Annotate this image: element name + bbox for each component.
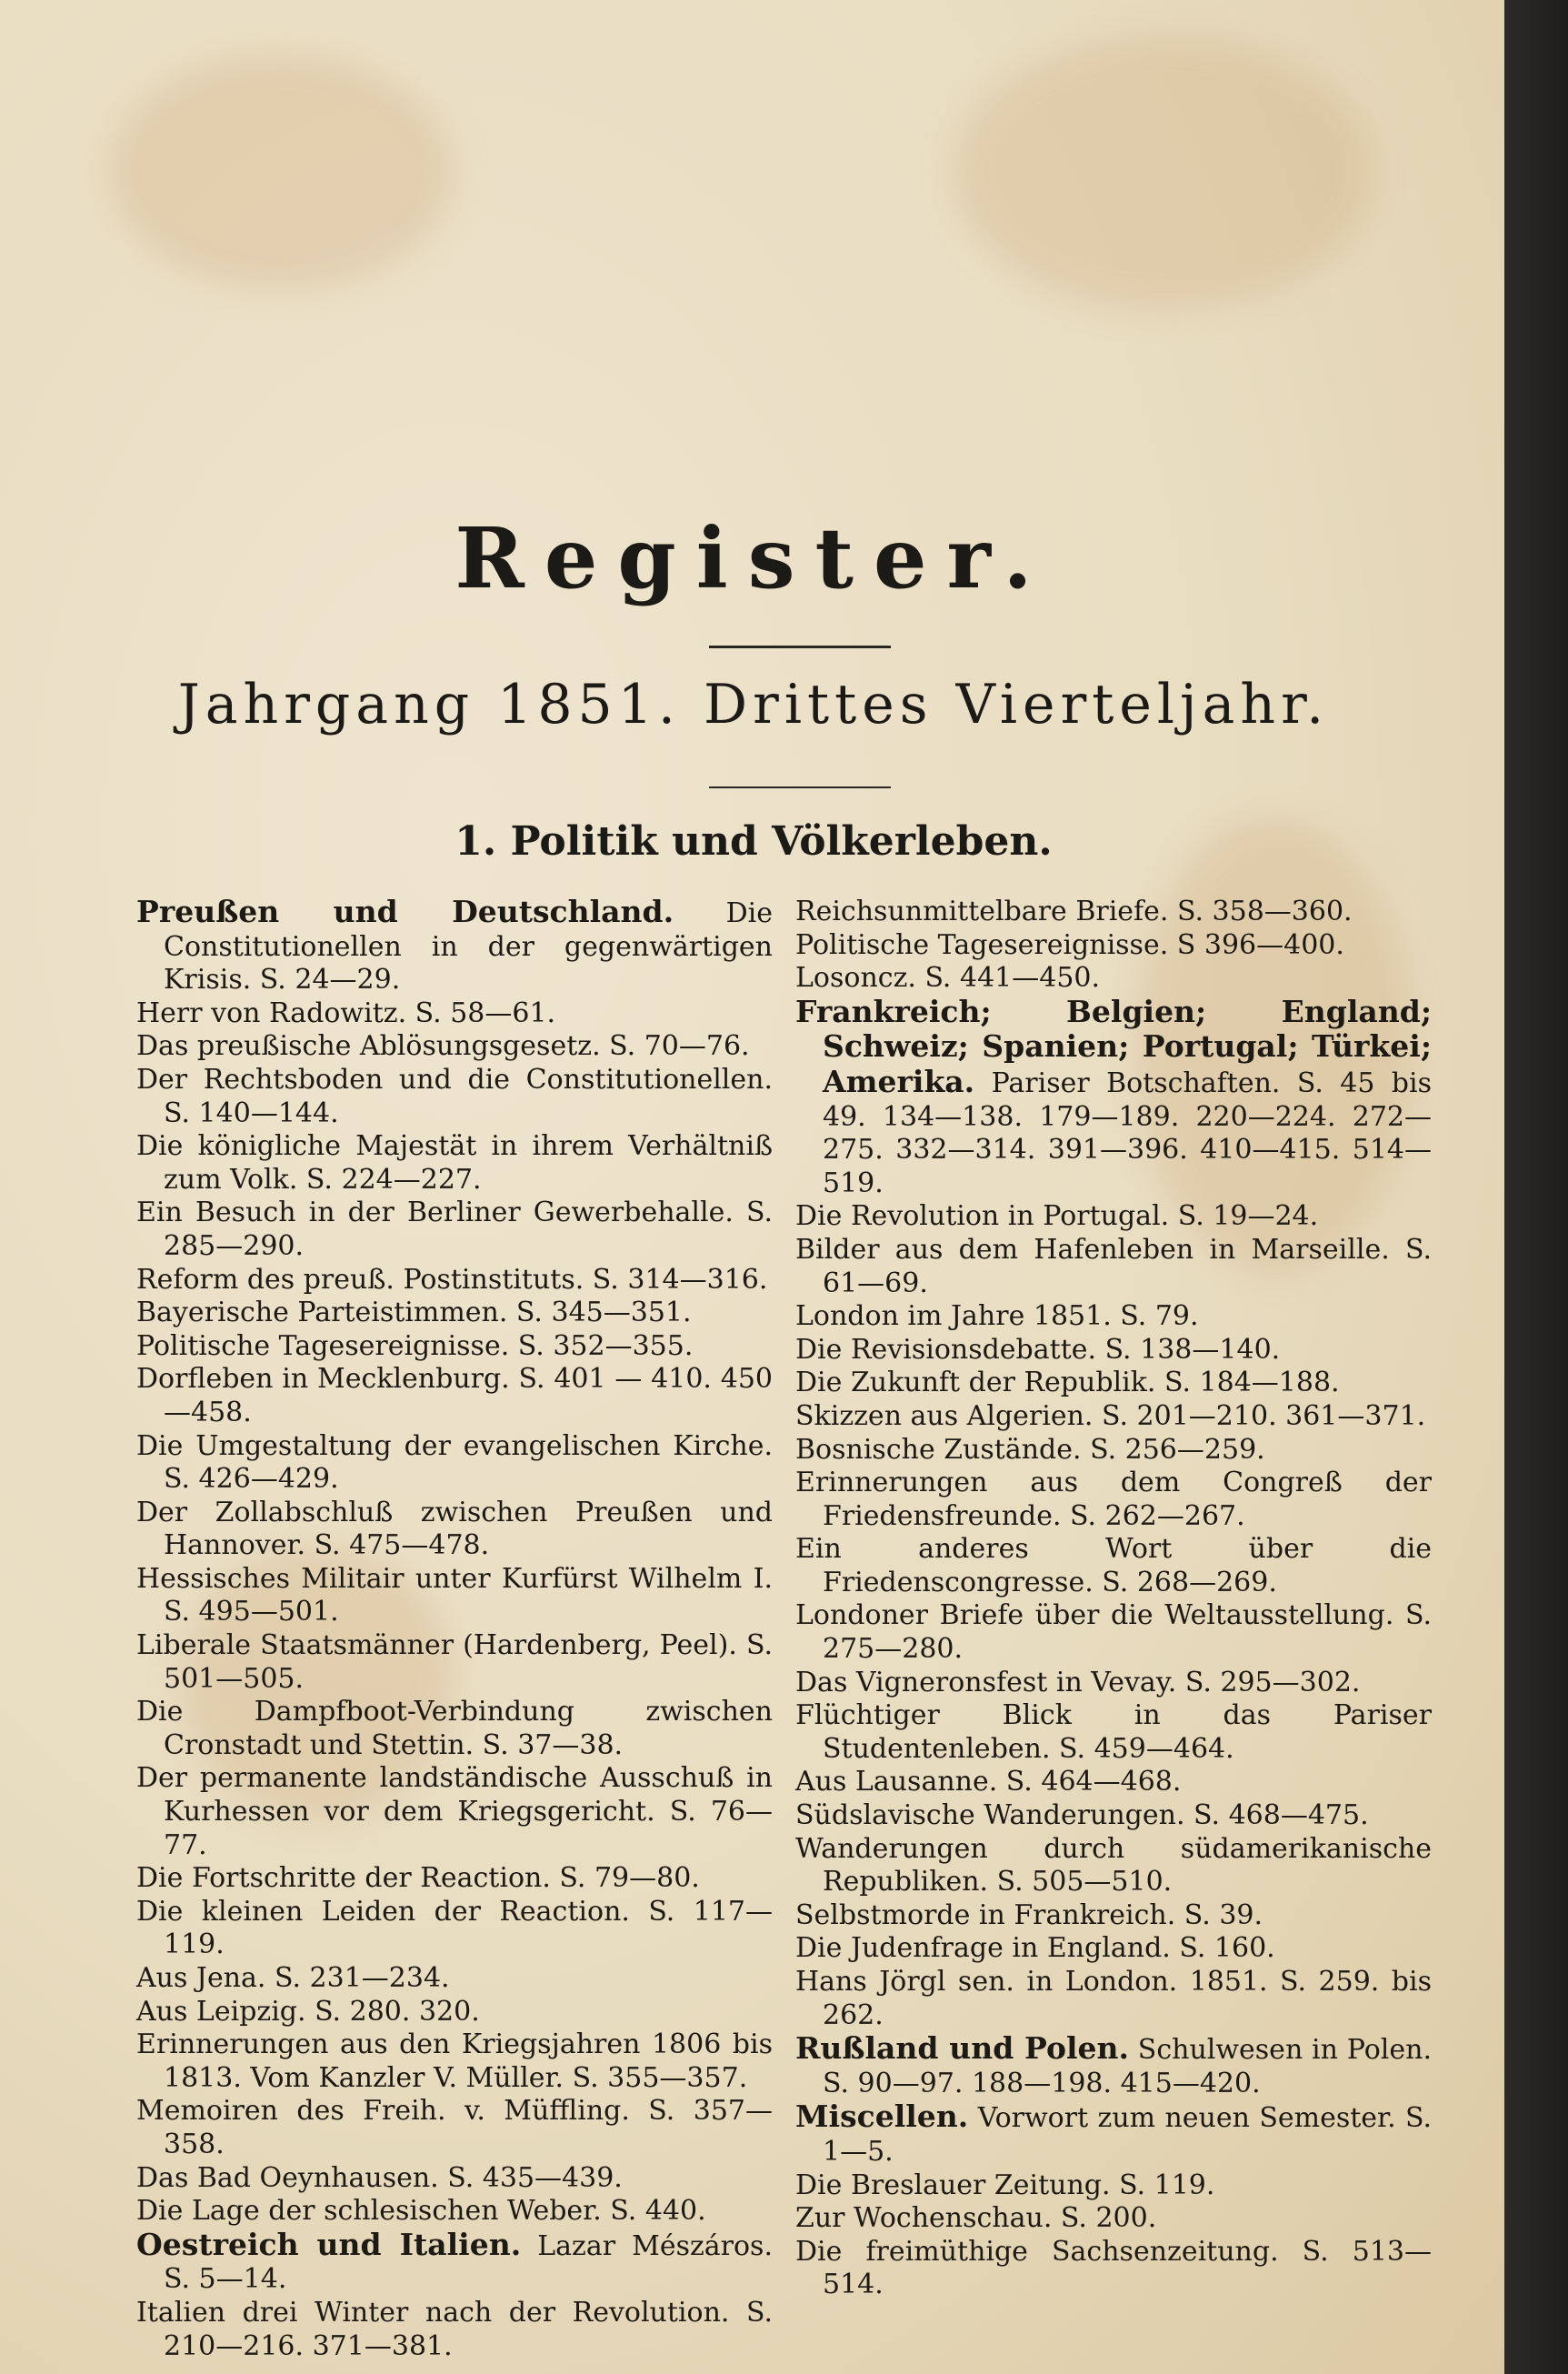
index-entry (795, 1200, 1432, 1234)
index-entry (136, 1696, 773, 1762)
index-entry (136, 2162, 773, 2196)
index-entry (136, 1330, 773, 1364)
index-entry (795, 1334, 1432, 1367)
entry-text: Zur Wochenschau. S. 200. (795, 2202, 1157, 2235)
entry-text: Die königliche Majestät in ihrem Verhältniß zum Volk. S. 224—227. (136, 1130, 773, 1196)
entry-text: Ein anderes Wort über die Friedenscongresse. S. 268—269. (795, 1533, 1432, 1598)
index-entry (795, 896, 1432, 929)
index-entry (795, 2236, 1432, 2302)
index-entry (795, 2202, 1432, 2236)
entry-text: Die Dampfboot-Verbindung zwischen Cronstadt und Stettin. S. 37—38. (136, 1696, 773, 1761)
index-entry (136, 1629, 773, 1696)
index-column-left (136, 896, 773, 2363)
index-entry (795, 1766, 1432, 1799)
page-edge-shadow (1504, 0, 1568, 2374)
entry-text: Selbstmorde in Frankreich. S. 39. (795, 1898, 1263, 1931)
entry-text: Die Judenfrage in England. S. 160. (795, 1932, 1275, 1965)
entry-heading: Oestreich und Italien. (136, 2226, 522, 2262)
entry-text: Dorfleben in Mecklenburg. S. 401 — 410. 450—458. (136, 1363, 773, 1428)
index-entry (136, 896, 773, 997)
index-entry (136, 2028, 773, 2095)
index-entry (795, 993, 1432, 1201)
entry-text: Reform des preuß. Postinstituts. S. 314—316. (136, 1263, 768, 1296)
entry-text: Das preußische Ablösungsgesetz. S. 70—76. (136, 1030, 750, 1063)
entry-text: Hessisches Militair unter Kurfürst Wilhelm I. S. 495—501. (136, 1562, 773, 1628)
entry-text: Flüchtiger Blick in das Pariser Studentenleben. S. 459—464. (795, 1699, 1432, 1765)
index-entry (795, 2169, 1432, 2203)
index-entry (136, 1064, 773, 1130)
entry-text: Der Rechtsboden und die Constitutionellen. S. 140—144. (136, 1063, 773, 1129)
index-entry (136, 997, 773, 1031)
index-column-right (795, 896, 1432, 2302)
index-entry (136, 2095, 773, 2161)
entry-text: Pariser Botschaften. S. 45 bis 49. 134—138. 179—189. 220—224. 272—275. 332—314. 391—396. 410—415. 514—519. (823, 1067, 1432, 1199)
entry-text: Herr von Radowitz. S. 58—61. (136, 997, 556, 1029)
entry-text: Der permanente landständische Ausschuß in Kurhessen vor dem Kriegsgericht. S. 76—77. (136, 1762, 773, 1861)
entry-text: Erinnerungen aus den Kriegsjahren 1806 bis 1813. Vom Kanzler V. Müller. S. 355—357. (136, 2028, 773, 2094)
entry-text: Die Zukunft der Republik. S. 184—188. (795, 1367, 1340, 1399)
index-entry (795, 2032, 1432, 2100)
index-entry (795, 1234, 1432, 1300)
index-entry (136, 2297, 773, 2363)
index-entry (795, 1467, 1432, 1533)
index-entry (795, 1300, 1432, 1334)
index-entry (795, 2100, 1432, 2169)
entry-text: Erinnerungen aus dem Congreß der Friedensfreunde. S. 262—267. (795, 1467, 1432, 1532)
entry-text: Die Umgestaltung der evangelischen Kirche. S. 426—429. (136, 1429, 773, 1496)
index-entry (795, 1599, 1432, 1666)
entry-text: Aus Leipzig. S. 280. 320. (136, 1995, 480, 2028)
entry-text: Italien drei Winter nach der Revolution. S. 210—216. 371—381. (136, 2296, 773, 2362)
index-entry (136, 1030, 773, 1064)
entry-text: Politische Tagesereignisse. S. 352—355. (136, 1329, 694, 1362)
register-title: Register. (454, 509, 1053, 607)
entry-text: Die Revolution in Portugal. S. 19—24. (795, 1200, 1319, 1233)
entry-text: Das Bad Oeynhausen. S. 435—439. (136, 2161, 623, 2194)
entry-text: Südslavische Wanderungen. S. 468—475. (795, 1799, 1369, 1832)
index-entry (136, 1363, 773, 1429)
entry-text: Reichsunmittelbare Briefe. S. 358—360. (795, 896, 1353, 927)
entry-text: Die Lage der schlesischen Weber. S. 440. (136, 2195, 706, 2228)
index-entry (136, 1862, 773, 1896)
index-entry (795, 1899, 1432, 1933)
index-entry (136, 1430, 773, 1497)
entry-text: London im Jahre 1851. S. 79. (795, 1300, 1199, 1333)
index-entry (136, 1130, 773, 1197)
entry-text: Ein Besuch in der Berliner Gewerbehalle. S. 285—290. (136, 1197, 773, 1262)
entry-text: Politische Tagesereignisse. S 396—400. (795, 928, 1344, 961)
entry-text: Aus Lausanne. S. 464—468. (795, 1766, 1182, 1798)
section-heading: 1. Politik und Völkerleben. (454, 818, 1053, 865)
index-entry (136, 1762, 773, 1862)
entry-text: Losoncz. S. 441—450. (795, 962, 1101, 995)
entry-text: Bilder aus dem Hafenleben in Marseille. S. 61—69. (795, 1233, 1432, 1299)
paper-stain (109, 55, 454, 291)
index-entry (795, 1367, 1432, 1400)
entry-text: Liberale Staatsmänner (Hardenberg, Peel). S. 501—505. (136, 1629, 773, 1695)
index-entry (136, 1264, 773, 1297)
entry-text: Die Revisionsdebatte. S. 138—140. (795, 1333, 1281, 1366)
entry-text: Aus Jena. S. 231—234. (136, 1962, 450, 1994)
entry-text: Bosnische Zustände. S. 256—259. (795, 1433, 1265, 1466)
index-entry (795, 1966, 1432, 2032)
entry-text: Wanderungen durch südamerikanische Republiken. S. 505—510. (795, 1832, 1432, 1898)
entry-heading: Rußland und Polen. (795, 2030, 1129, 2067)
entry-heading: Miscellen. (795, 2099, 969, 2135)
entry-heading: Frankreich; Belgien; England; Schweiz; Spanien; Portugal; Türkei; Amerika. (795, 993, 1432, 1099)
entry-text: Der Zollabschluß zwischen Preußen und Hannover. S. 475—478. (136, 1496, 773, 1562)
index-entry (136, 1563, 773, 1629)
index-entry (795, 1833, 1432, 1899)
index-entry (795, 1699, 1432, 1766)
index-entry (136, 1996, 773, 2029)
index-entry (795, 1400, 1432, 1434)
index-entry (795, 929, 1432, 963)
entry-text: Die freimüthige Sachsenzeitung. S. 513—514. (795, 2235, 1432, 2301)
volume-subtitle: Jahrgang 1851. Drittes Vierteljahr. (177, 673, 1330, 736)
entry-text: Hans Jörgl sen. in London. 1851. S. 259. bis 262. (795, 1966, 1432, 2031)
index-entry (136, 1197, 773, 1263)
index-entry (795, 1667, 1432, 1700)
entry-text: Schulwesen in Polen. S. 90—97. 188—198. 415—420. (823, 2034, 1432, 2099)
entry-text: Skizzen aus Algerien. S. 201—210. 361—371. (795, 1399, 1426, 1432)
index-entry (136, 1297, 773, 1330)
entry-text: Die Constitutionellen in der gegenwärtigen Krisis. S. 24—29. (164, 897, 773, 997)
index-entry (136, 1896, 773, 1962)
index-entry (136, 2226, 773, 2297)
entry-text: Vorwort zum neuen Semester. S. 1—5. (823, 2102, 1433, 2168)
index-entry (795, 1434, 1432, 1467)
entry-text: Die Fortschritte der Reaction. S. 79—80. (136, 1862, 700, 1895)
index-entry (795, 962, 1432, 996)
entry-text: Lazar Mészáros. S. 5—14. (164, 2229, 773, 2296)
entry-text: Das Vigneronsfest in Vevay. S. 295—302. (795, 1666, 1361, 1698)
index-entry (795, 1932, 1432, 1966)
entry-text: Die Breslauer Zeitung. S. 119. (795, 2169, 1215, 2201)
subtitle-rule (709, 786, 891, 788)
entry-text: Die kleinen Leiden der Reaction. S. 117—119. (136, 1895, 773, 1961)
index-entry (795, 1799, 1432, 1833)
entry-text: Londoner Briefe über die Weltausstellung. S. 275—280. (795, 1599, 1432, 1666)
index-entry (795, 1533, 1432, 1599)
entry-heading: Preußen und Deutschland. (136, 894, 674, 929)
entry-text: Memoiren des Freih. v. Müffling. S. 357—358. (136, 2095, 773, 2160)
title-rule (709, 646, 891, 648)
index-entry (136, 1497, 773, 1563)
paper-stain (954, 36, 1373, 309)
entry-text: Bayerische Parteistimmen. S. 345—351. (136, 1297, 692, 1329)
index-entry (136, 2195, 773, 2229)
index-entry (136, 1962, 773, 1996)
